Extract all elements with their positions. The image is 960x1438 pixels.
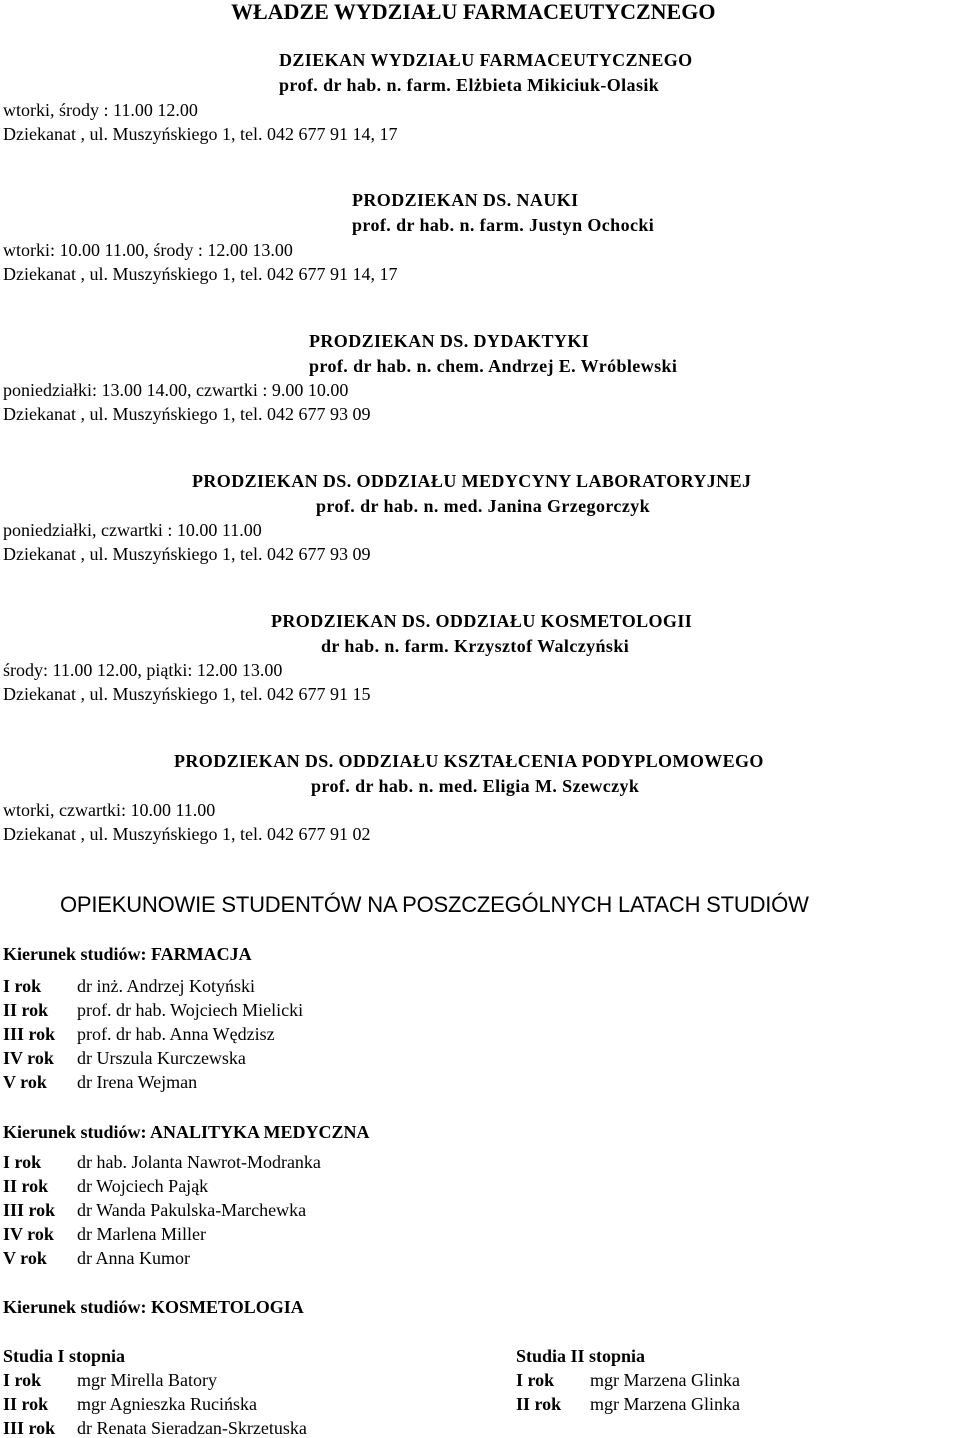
tutor-name: dr Marlena Miller <box>77 1224 206 1244</box>
tutors-title: OPIEKUNOWIE STUDENTÓW NA POSZCZEGÓLNYCH LATACH STUDIÓW <box>60 892 809 917</box>
year-label: I rok <box>516 1370 555 1390</box>
tutor-name: dr Renata Sieradzan-Skrzetuska <box>77 1418 307 1438</box>
year-label: III rok <box>3 1418 56 1438</box>
vice-dean-didactics-office: Dziekanat , ul. Muszyńskiego 1, tel. 042 677 93 09 <box>3 404 371 424</box>
dean-role: DZIEKAN WYDZIAŁU FARMACEUTYCZNEGO <box>279 50 693 70</box>
vice-dean-postgraduate-hours: wtorki, czwartki: 10.00 11.00 <box>3 800 216 820</box>
tutor-name: mgr Marzena Glinka <box>590 1370 740 1390</box>
page-title: WŁADZE WYDZIAŁU FARMACEUTYCZNEGO <box>231 0 716 24</box>
vice-dean-science-hours: wtorki: 10.00 11.00, środy : 12.00 13.00 <box>3 240 293 260</box>
year-label: IV rok <box>3 1048 54 1068</box>
vice-dean-cosmetology-name: dr hab. n. farm. Krzysztof Walczyński <box>321 636 630 656</box>
year-label: II rok <box>3 1394 49 1414</box>
year-label: III rok <box>3 1200 56 1220</box>
tutor-name: mgr Mirella Batory <box>77 1370 217 1390</box>
second-degree-heading: Studia II stopnia <box>516 1346 646 1366</box>
vice-dean-lab-medicine-role: PRODZIEKAN DS. ODDZIAŁU MEDYCYNY LABORATORYJNEJ <box>192 471 752 491</box>
vice-dean-cosmetology-office: Dziekanat , ul. Muszyńskiego 1, tel. 042 677 91 15 <box>3 684 371 704</box>
year-label: II rok <box>3 1000 49 1020</box>
vice-dean-postgraduate-role: PRODZIEKAN DS. ODDZIAŁU KSZTAŁCENIA PODYPLOMOWEGO <box>174 751 764 771</box>
vice-dean-science-name: prof. dr hab. n. farm. Justyn Ochocki <box>352 215 655 235</box>
vice-dean-didactics-name: prof. dr hab. n. chem. Andrzej E. Wróblewski <box>309 356 678 376</box>
vice-dean-lab-medicine-name: prof. dr hab. n. med. Janina Grzegorczyk <box>316 496 651 516</box>
tutor-name: prof. dr hab. Anna Wędzisz <box>77 1024 275 1044</box>
vice-dean-postgraduate-name: prof. dr hab. n. med. Eligia M. Szewczyk <box>311 776 640 796</box>
tutor-name: mgr Agnieszka Rucińska <box>77 1394 257 1414</box>
tutor-name: dr Irena Wejman <box>77 1072 198 1092</box>
year-label: I rok <box>3 976 42 996</box>
vice-dean-didactics-role: PRODZIEKAN DS. DYDAKTYKI <box>309 331 590 351</box>
year-label: IV rok <box>3 1224 54 1244</box>
vice-dean-science-role: PRODZIEKAN DS. NAUKI <box>352 190 579 210</box>
tutor-name: dr Wanda Pakulska-Marchewka <box>77 1200 307 1220</box>
vice-dean-science-office: Dziekanat , ul. Muszyńskiego 1, tel. 042 677 91 14, 17 <box>3 264 398 284</box>
dean-name: prof. dr hab. n. farm. Elżbieta Mikiciuk-Olasik <box>279 75 660 95</box>
vice-dean-lab-medicine-hours: poniedziałki, czwartki : 10.00 11.00 <box>3 520 262 540</box>
tutor-name: dr inż. Andrzej Kotyński <box>77 976 255 996</box>
vice-dean-cosmetology-role: PRODZIEKAN DS. ODDZIAŁU KOSMETOLOGII <box>271 611 693 631</box>
year-label: V rok <box>3 1248 47 1268</box>
year-label: III rok <box>3 1024 56 1044</box>
dean-office: Dziekanat , ul. Muszyńskiego 1, tel. 042 677 91 14, 17 <box>3 124 398 144</box>
kosmetologia-heading: Kierunek studiów: KOSMETOLOGIA <box>3 1297 304 1317</box>
dean-hours: wtorki, środy : 11.00 12.00 <box>3 100 198 120</box>
tutor-name: prof. dr hab. Wojciech Mielicki <box>77 1000 304 1020</box>
tutor-name: mgr Marzena Glinka <box>590 1394 740 1414</box>
year-label: II rok <box>3 1176 49 1196</box>
year-label: I rok <box>3 1152 42 1172</box>
tutor-name: dr Wojciech Pająk <box>77 1176 209 1196</box>
tutor-name: dr Anna Kumor <box>77 1248 190 1268</box>
year-label: I rok <box>3 1370 42 1390</box>
tutor-name: dr hab. Jolanta Nawrot-Modranka <box>77 1152 321 1172</box>
vice-dean-cosmetology-hours: środy: 11.00 12.00, piątki: 12.00 13.00 <box>3 660 283 680</box>
year-label: II rok <box>516 1394 562 1414</box>
vice-dean-postgraduate-office: Dziekanat , ul. Muszyńskiego 1, tel. 042 677 91 02 <box>3 824 371 844</box>
first-degree-heading: Studia I stopnia <box>3 1346 126 1366</box>
vice-dean-didactics-hours: poniedziałki: 13.00 14.00, czwartki : 9.00 10.00 <box>3 380 349 400</box>
year-label: V rok <box>3 1072 47 1092</box>
tutor-name: dr Urszula Kurczewska <box>77 1048 246 1068</box>
analityka-heading: Kierunek studiów: ANALITYKA MEDYCZNA <box>3 1122 370 1142</box>
vice-dean-lab-medicine-office: Dziekanat , ul. Muszyńskiego 1, tel. 042 677 93 09 <box>3 544 371 564</box>
farmacja-heading: Kierunek studiów: FARMACJA <box>3 944 252 964</box>
